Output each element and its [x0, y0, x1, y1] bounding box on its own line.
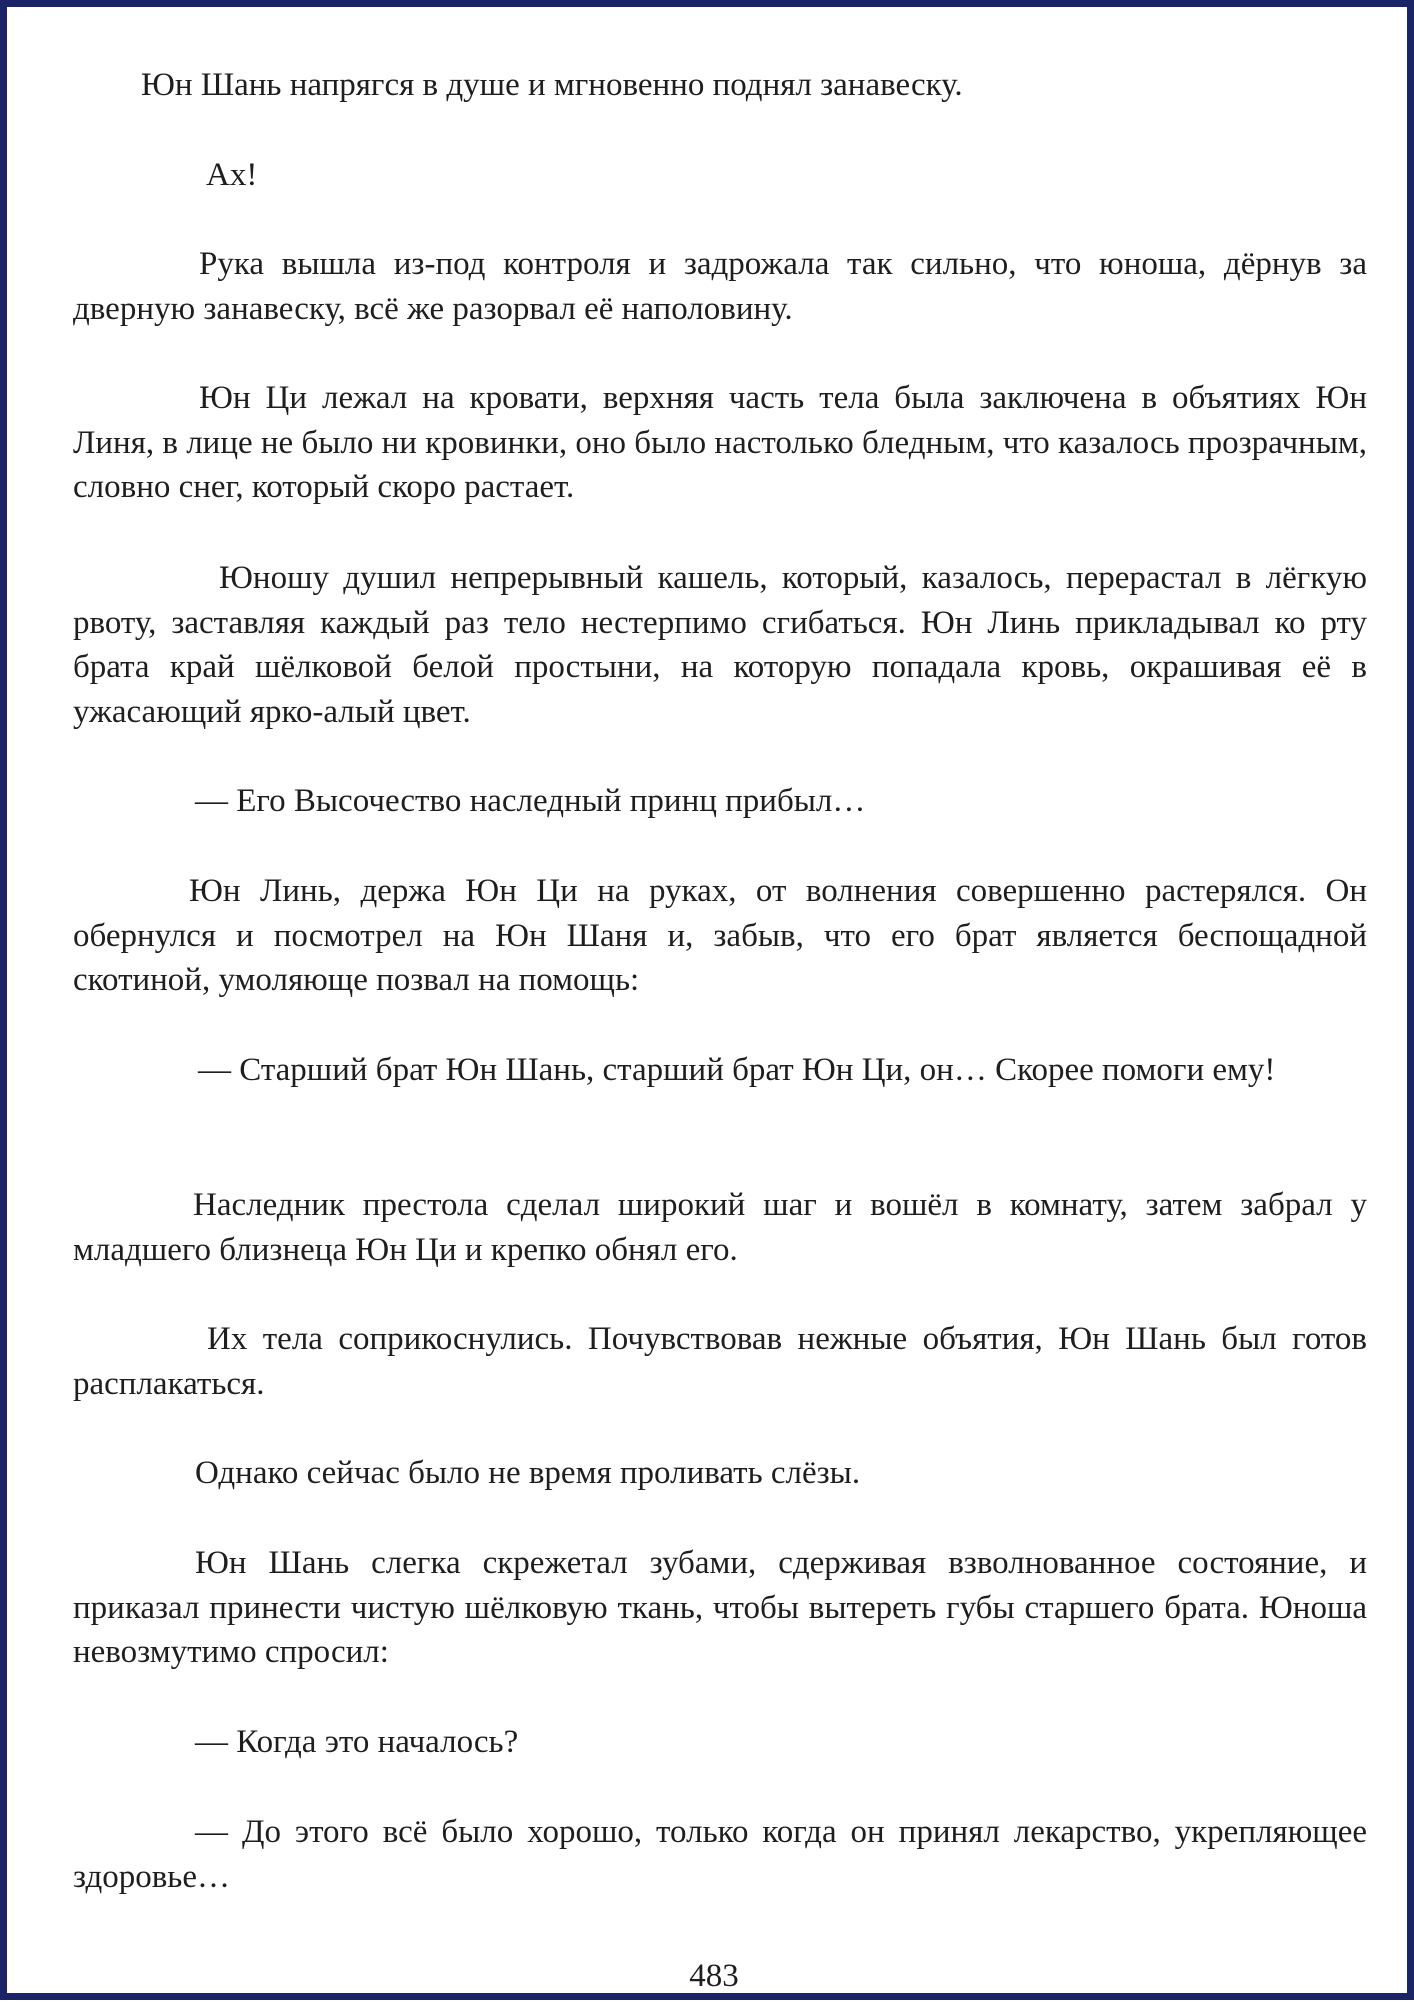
paragraph-12: Юн Шань слегка скрежетал зубами, сдерживая взволнованное состояние, и приказал принести чистую шёлковую ткань, чтобы вытереть губы старшего брата. Юноша невозмутимо спросил:	[73, 1545, 1367, 1670]
paragraph-7: Юн Линь, держа Юн Ци на руках, от волнения совершенно растерялся. Он обернулся и посмотрел на Юн Шаня и, забыв, что его брат является беспощадной скотиной, умоляюще позвал на помощь:	[73, 873, 1367, 998]
page-number: 483	[689, 1958, 739, 1994]
paragraph-14: — До этого всё было хорошо, только когда он принял лекарство, укрепляющее здоровье…	[73, 1814, 1367, 1895]
paragraph-1: Юн Шань напрягся в душе и мгновенно поднял занавеску.	[141, 67, 963, 103]
paragraph-2: Ах!	[206, 157, 258, 193]
paragraph-5: Юношу душил непрерывный кашель, который, казалось, перерастал в лёгкую рвоту, заставляя каждый раз тело нестерпимо сгибаться. Юн Линь прикладывал ко рту брата край шёлковой белой простыни, на которую попадала кровь, окрашивая её в ужасающий ярко-алый цвет.	[73, 560, 1367, 730]
paragraph-6: — Его Высочество наследный принц прибыл…	[195, 783, 866, 819]
paragraph-4: Юн Ци лежал на кровати, верхняя часть тела была заключена в объятиях Юн Линя, в лице не было ни кровинки, оно было настолько бледным, что казалось прозрачным, словно снег, который скоро растает.	[73, 380, 1368, 505]
paragraph-9: Наследник престола сделал широкий шаг и вошёл в комнату, затем забрал у младшего близнеца Юн Ци и крепко обнял его.	[73, 1187, 1367, 1268]
paragraph-11: Однако сейчас было не время проливать слёзы.	[195, 1455, 861, 1491]
text-column	[73, 7, 1367, 2007]
paragraph-3: Рука вышла из-под контроля и задрожала так сильно, что юноша, дёрнув за дверную занавеску, всё же разорвал её наполовину.	[73, 246, 1367, 327]
paragraph-13: — Когда это началось?	[195, 1724, 519, 1760]
paragraph-10: Их тела соприкоснулись. Почувствовав нежные объятия, Юн Шань был готов расплакаться.	[73, 1321, 1367, 1402]
paragraph-8: — Старший брат Юн Шань, старший брат Юн Ци, он… Скорее помоги ему!	[198, 1052, 1276, 1088]
